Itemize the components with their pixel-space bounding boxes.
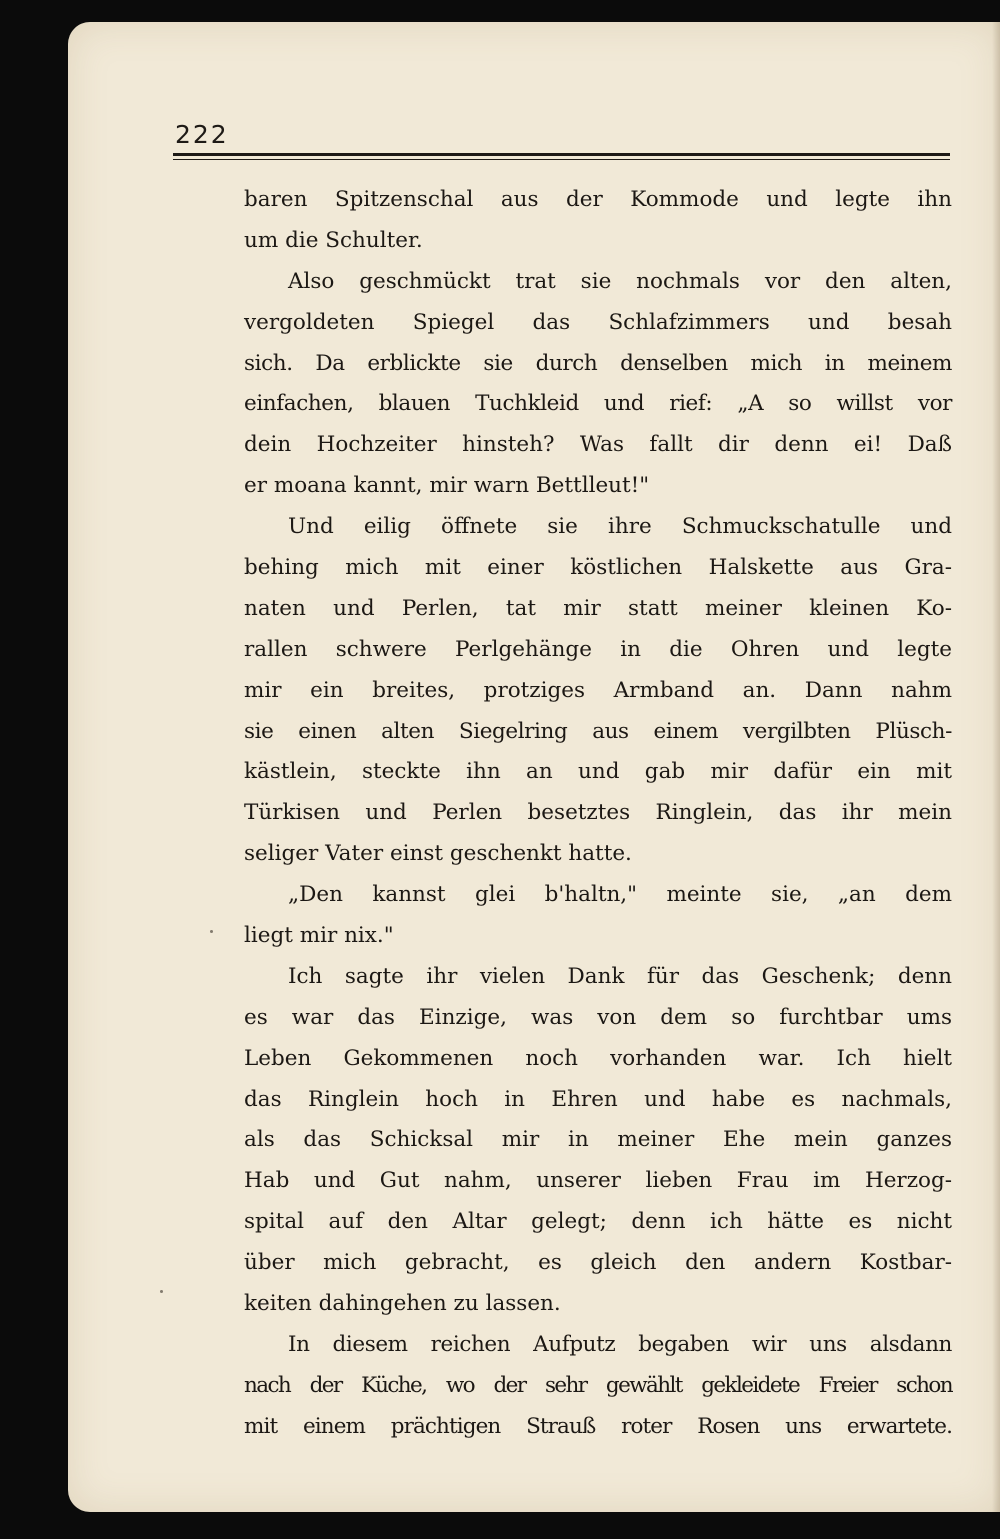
- text-line: „Den kannst glei b'haltn," meinte sie, „an dem: [288, 882, 952, 908]
- text-line: spital auf den Altar gelegt; denn ich hätte es nicht: [244, 1209, 952, 1235]
- text-line: um die Schulter.: [244, 227, 423, 253]
- text-line: Leben Gekommenen noch vorhanden war. Ich hielt: [244, 1045, 952, 1071]
- text-line: keiten dahingehen zu lassen.: [244, 1291, 561, 1317]
- header-rule-thick: [173, 153, 950, 156]
- text-line: Türkisen und Perlen besetztes Ringlein, das ihr mein: [244, 800, 952, 826]
- body-text: [244, 180, 952, 1448]
- text-line: über mich gebracht, es gleich den andern Kostbar-: [244, 1250, 952, 1276]
- text-line: In diesem reichen Aufputz begaben wir uns alsdann: [288, 1331, 952, 1357]
- page-header: [173, 112, 950, 162]
- text-line: Also geschmückt trat sie nochmals vor den alten,: [288, 268, 952, 294]
- text-line: einfachen, blauen Tuchkleid und rief: „A so willst vor: [244, 391, 952, 417]
- text-line: behing mich mit einer köstlichen Halskette aus Gra-: [244, 555, 952, 581]
- text-line: sie einen alten Siegelring aus einem vergilbten Plüsch-: [244, 718, 952, 744]
- text-line: mir ein breites, protziges Armband an. Dann nahm: [244, 677, 952, 703]
- text-line: dein Hochzeiter hinsteh? Was fallt dir denn ei! Daß: [244, 432, 952, 458]
- header-rule-thin: [173, 159, 950, 160]
- text-line: rallen schwere Perlgehänge in die Ohren und legte: [244, 636, 952, 662]
- text-line: es war das Einzige, was von dem so furchtbar ums: [244, 1004, 952, 1030]
- page-edge-shadow: [992, 22, 1000, 1512]
- text-line: als das Schicksal mir in meiner Ehe mein ganzes: [244, 1127, 952, 1153]
- text-line: nach der Küche, wo der sehr gewählt gekleidete Freier schon: [244, 1372, 952, 1398]
- text-line: Und eilig öffnete sie ihre Schmuckschatulle und: [288, 514, 952, 540]
- text-line: er moana kannt, mir warn Bettlleut!": [244, 473, 650, 499]
- paper-speck: [210, 930, 213, 933]
- text-line: baren Spitzenschal aus der Kommode und legte ihn: [244, 187, 952, 212]
- page-number: 222: [175, 120, 229, 149]
- text-line: vergoldeten Spiegel das Schlafzimmers und besah: [244, 309, 952, 335]
- paper-speck: [160, 1290, 163, 1293]
- text-line: liegt mir nix.": [244, 923, 394, 949]
- text-line: naten und Perlen, tat mir statt meiner kleinen Ko-: [244, 595, 952, 621]
- text-line: seliger Vater einst geschenkt hatte.: [244, 841, 632, 867]
- text-line: mit einem prächtigen Strauß roter Rosen uns erwartete.: [244, 1413, 952, 1439]
- text-line: das Ringlein hoch in Ehren und habe es nachmals,: [244, 1086, 952, 1112]
- text-line: sich. Da erblickte sie durch denselben mich in meinem: [244, 350, 952, 376]
- text-line: kästlein, steckte ihn an und gab mir dafür ein mit: [244, 759, 952, 785]
- text-line: Ich sagte ihr vielen Dank für das Geschenk; denn: [288, 963, 952, 989]
- text-line: Hab und Gut nahm, unserer lieben Frau im Herzog-: [244, 1168, 952, 1194]
